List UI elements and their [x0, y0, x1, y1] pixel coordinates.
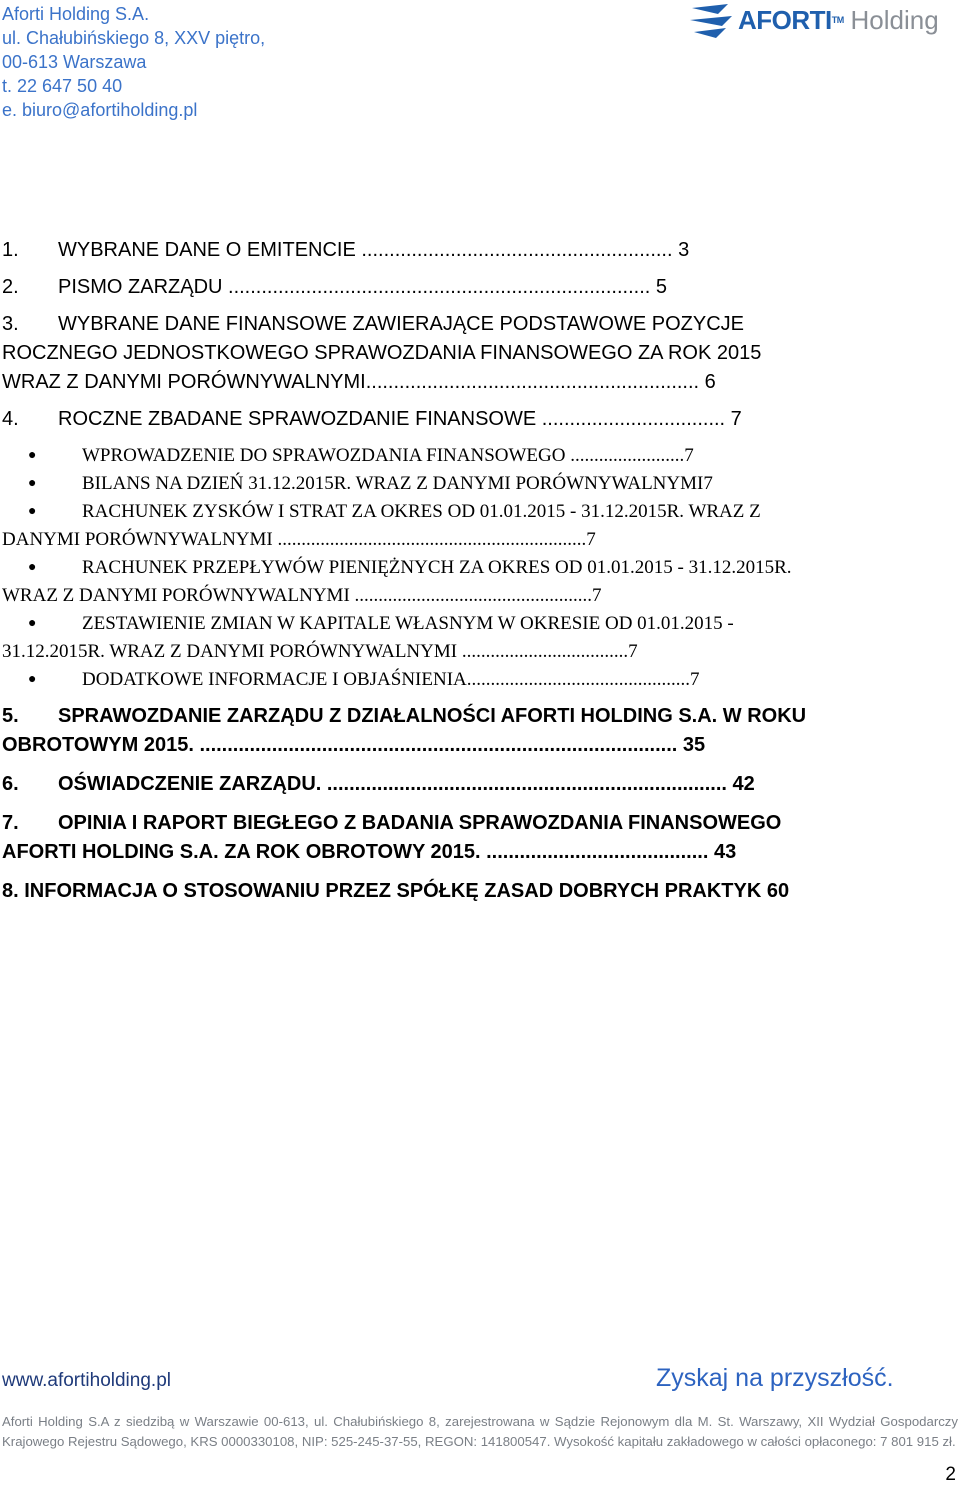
toc-subitem-text: DODATKOWE INFORMACJE I OBJAŚNIENIA...............................................7 [82, 669, 700, 690]
toc-item-5-cont[interactable] [0, 731, 902, 760]
toc-text: WYBRANE DANE O EMITENCIE ........................................................ 3 [58, 239, 690, 261]
toc-text: ROCZNE ZBADANE SPRAWOZDANIE FINANSOWE ................................. 7 [58, 408, 742, 430]
toc-item-4[interactable] [0, 405, 902, 434]
logo-brand: AFORTI [738, 5, 832, 35]
toc-item-8[interactable] [0, 877, 902, 906]
toc-number: 1. [2, 239, 19, 261]
footer-slogan: Zyskaj na przyszłość. [656, 1364, 894, 1392]
table-of-contents [0, 236, 960, 906]
email: e. biuro@afortiholding.pl [2, 100, 198, 120]
toc-item-6[interactable] [0, 770, 902, 799]
city-address: 00-613 Warszawa [2, 52, 147, 72]
toc-item-7-cont[interactable] [0, 838, 902, 867]
toc-item-1[interactable] [0, 236, 902, 265]
bullet-icon: ● [28, 476, 37, 491]
toc-subitem[interactable] [0, 610, 872, 638]
aforti-logo-icon [688, 2, 734, 42]
toc-number: 3. [2, 313, 19, 335]
phone: t. 22 647 50 40 [2, 76, 123, 96]
toc-subitem-cont[interactable] [0, 638, 872, 666]
bullet-icon: ● [28, 672, 37, 687]
aforti-logo [688, 0, 956, 40]
toc-item-3[interactable] [0, 310, 902, 339]
logo-trademark: TM [831, 15, 844, 25]
toc-subitem-text: DANYMI PORÓWNYWALNYMI .................................................................7 [2, 529, 596, 550]
toc-subitem[interactable] [0, 470, 872, 498]
toc-text: AFORTI HOLDING S.A. ZA ROK OBROTOWY 2015. ........................................ 43 [2, 841, 737, 863]
toc-text: SPRAWOZDANIE ZARZĄDU Z DZIAŁALNOŚCI AFORTI HOLDING S.A. W ROKU [58, 705, 807, 727]
toc-subitem-text: RACHUNEK ZYSKÓW I STRAT ZA OKRES OD 01.01.2015 - 31.12.2015R. WRAZ Z [82, 501, 761, 522]
bullet-icon: ● [28, 448, 37, 463]
toc-item-5[interactable] [0, 702, 902, 731]
toc-item-3-cont2[interactable] [0, 368, 902, 397]
toc-text: PISMO ZARZĄDU ............................................................................ 5 [58, 276, 667, 298]
toc-item-7[interactable] [0, 809, 902, 838]
toc-subitem-text: ZESTAWIENIE ZMIAN W KAPITALE WŁASNYM W OKRESIE OD 01.01.2015 - [82, 613, 734, 634]
toc-subitem-text: WPROWADZENIE DO SPRAWOZDANIA FINANSOWEGO ........................7 [82, 445, 694, 466]
page-number: 2 [945, 1464, 956, 1485]
company-name: Aforti Holding S.A. [2, 4, 150, 24]
toc-number: 5. [2, 705, 19, 727]
toc-number: 4. [2, 408, 19, 430]
bullet-icon: ● [28, 504, 37, 519]
toc-text: WRAZ Z DANYMI PORÓWNYWALNYMI............................................................ 6 [2, 371, 716, 393]
toc-subitem-text: RACHUNEK PRZEPŁYWÓW PIENIĘŻNYCH ZA OKRES OD 01.01.2015 - 31.12.2015R. [82, 557, 792, 578]
toc-subitem[interactable] [0, 442, 872, 470]
bullet-icon: ● [28, 560, 37, 575]
toc-number: 2. [2, 276, 19, 298]
toc-item-3-cont[interactable] [0, 339, 902, 368]
footer-website-link[interactable]: www.afortiholding.pl [2, 1370, 171, 1391]
toc-subitem[interactable] [0, 498, 872, 526]
toc-text: ROCZNEGO JEDNOSTKOWEGO SPRAWOZDANIA FINANSOWEGO ZA ROK 2015 [2, 342, 762, 364]
toc-text: WYBRANE DANE FINANSOWE ZAWIERAJĄCE PODSTAWOWE POZYCJE [58, 313, 744, 335]
toc-item-2[interactable] [0, 273, 902, 302]
toc-subitem[interactable] [0, 666, 872, 694]
toc-text: OPINIA I RAPORT BIEGŁEGO Z BADANIA SPRAWOZDANIA FINANSOWEGO [58, 812, 782, 834]
toc-subitem-text: WRAZ Z DANYMI PORÓWNYWALNYMI ..................................................7 [2, 585, 602, 606]
toc-subitem-text: BILANS NA DZIEŃ 31.12.2015R. WRAZ Z DANYMI PORÓWNYWALNYMI7 [82, 473, 713, 494]
toc-text: OBROTOWYM 2015. ...................................................................................... 35 [2, 734, 706, 756]
toc-number: 6. [2, 773, 19, 795]
footer-legal-notice: Aforti Holding S.A z siedzibą w Warszawie 00-613, ul. Chałubińskiego 8, zarejestrowana w Sądzie Rejonowym dla M. St. Warszawy, XII Wydział Gospodarczy Krajowego Rejestru Sądowego, KRS 0000330108, NIP: 525-245-37-55, REGON: 141800547. Wysokość kapitału zakładowego w całości opłaconego: 7 801 915 zł. [2, 1414, 958, 1449]
toc-number: 7. [2, 812, 19, 834]
toc-text: 8. INFORMACJA O STOSOWANIU PRZEZ SPÓŁKĘ ZASAD DOBRYCH PRAKTYK 60 [2, 880, 790, 902]
toc-subitem-cont[interactable] [0, 582, 872, 610]
street-address: ul. Chałubińskiego 8, XXV piętro, [2, 28, 266, 48]
logo-wordmark [738, 2, 939, 38]
logo-suffix: Holding [850, 5, 939, 35]
toc-subitem[interactable] [0, 554, 872, 582]
toc-subitem-text: 31.12.2015R. WRAZ Z DANYMI PORÓWNYWALNYMI ...................................7 [2, 641, 638, 662]
bullet-icon: ● [28, 616, 37, 631]
header-address [2, 2, 265, 122]
toc-subitem-cont[interactable] [0, 526, 872, 554]
toc-text: OŚWIADCZENIE ZARZĄDU. ........................................................................ 42 [58, 773, 755, 795]
